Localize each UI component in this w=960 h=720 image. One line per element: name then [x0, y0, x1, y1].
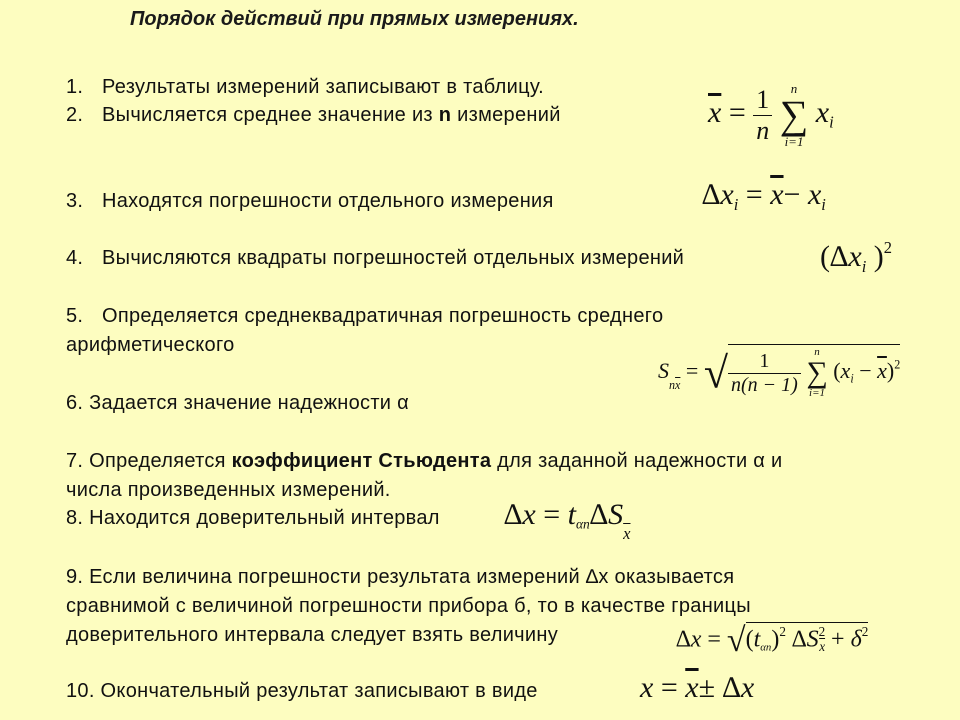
step-number: 3.	[66, 190, 84, 212]
formula-mean: $\overline{x}$ = $\frac{1}{n}$ n ∑ i=1 $x_i$	[708, 81, 834, 149]
step-5-cont	[66, 334, 235, 357]
step-text-bold: n	[438, 104, 452, 126]
step-8: 8. Находится доверительный интервал	[66, 507, 440, 529]
step-5	[66, 305, 663, 328]
formula-rms-mean: $S_{n\overline{x}}$ = √ $\frac{1}{n(n - 1)}$ n ∑ i=1 $(x_i - \overline{x})^2$	[658, 346, 901, 399]
step-text: арифметического	[66, 334, 235, 356]
formula-squared-deviation: ($\Delta x_i$ )$^2$	[820, 238, 893, 276]
step-text: для заданной надежности α и	[491, 450, 783, 472]
step-9-cont: доверительного интервала следует взять величину	[66, 624, 559, 646]
step-9-cont: сравнимой с величиной погрешности прибора б, то в качестве границы	[66, 595, 751, 617]
step-10: 10. Окончательный результат записывают в виде	[66, 680, 538, 702]
step-text: 7. Определяется	[66, 450, 232, 472]
step-number: 4.	[66, 247, 84, 269]
step-6: 6. Задается значение надежности α	[66, 392, 409, 414]
step-text: измерений	[451, 104, 561, 126]
step-3	[66, 190, 554, 213]
step-number: 1.	[66, 76, 84, 98]
step-2	[66, 104, 561, 127]
formula-combined-error: $\Delta x = √(t_{\alpha n})^2$ $\Delta S^2_{\overline{x}} + \delta^2$	[676, 622, 869, 660]
step-1	[66, 76, 544, 99]
formula-final-result: $x = \overline{x}\pm \Delta x$	[640, 671, 755, 704]
formula-deviation: $\Delta x_i = \overline{x}- x_i$	[702, 178, 826, 214]
step-7-cont: числа произведенных измерений.	[66, 479, 391, 501]
step-number: 2.	[66, 104, 84, 126]
step-text: Находятся погрешности отдельного измерения	[102, 190, 554, 212]
step-7	[66, 450, 782, 473]
step-text-bold: коэффициент Стьюдента	[231, 450, 492, 472]
step-text: Вычисляются квадраты погрешностей отдельных измерений	[102, 247, 685, 269]
step-text: Вычисляется среднее значение из	[102, 104, 439, 126]
step-number: 5.	[66, 305, 84, 327]
step-9: 9. Если величина погрешности результата измерений ∆x оказывается	[66, 566, 735, 588]
step-text: Результаты измерений записывают в таблицу.	[102, 76, 545, 98]
page-title: Порядок действий при прямых измерениях.	[130, 8, 579, 30]
formula-confidence-interval: $\Delta x = t_{\alpha n}\Delta S_{\overline{x}}$	[504, 498, 631, 543]
step-text: Определяется среднеквадратичная погрешность среднего	[102, 305, 664, 327]
step-4	[66, 247, 684, 270]
